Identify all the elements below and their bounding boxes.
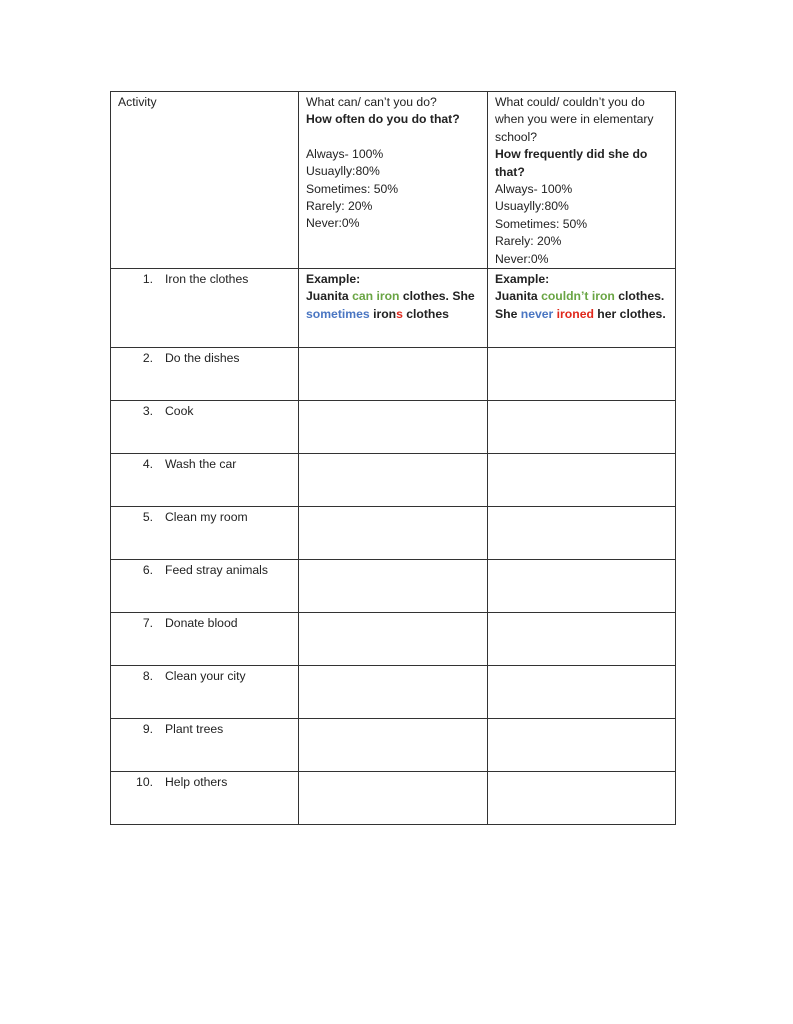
activity-cell [111,666,299,719]
table-row [111,613,676,666]
example-sentence: sometimes irons clothes [306,306,449,321]
answer-could-cell[interactable] [488,401,676,454]
activity-cell [111,454,299,507]
activity-number: 9. [142,722,153,737]
scale-item: Usuaylly:80% [495,199,569,214]
table-row [111,348,676,401]
activity-label: Feed stray animals [165,563,268,578]
activity-cell [111,772,299,825]
table-row [111,560,676,613]
header-could-cell [488,92,676,269]
activity-cell [111,348,299,401]
activity-number: 4. [142,457,153,472]
header-could-question: What could/ couldn’t you do [495,95,645,109]
activity-label: Cook [165,404,194,419]
table-row [111,269,676,348]
activity-label: Wash the car [165,457,237,472]
header-activity-cell [111,92,299,269]
answer-could-cell[interactable] [488,507,676,560]
answer-can-cell[interactable] [299,507,488,560]
header-can-cell [299,92,488,269]
answer-could-cell[interactable] [488,613,676,666]
example-sentence: Juanita couldn’t iron clothes. [495,289,665,304]
scale-item: Always- 100% [495,182,573,197]
example-label: Example: [306,272,361,287]
activity-label: Iron the clothes [165,272,249,287]
answer-could-cell[interactable] [488,719,676,772]
answer-can-cell[interactable] [299,560,488,613]
activity-cell [111,401,299,454]
activity-label: Do the dishes [165,351,240,366]
answer-could-cell[interactable] [488,666,676,719]
activity-number: 2. [142,351,153,366]
answer-can-cell[interactable] [299,348,488,401]
activity-cell [111,560,299,613]
header-how-frequently: that? [495,164,525,179]
table-row [111,454,676,507]
activity-number: 7. [142,616,153,631]
activity-cell [111,613,299,666]
header-can-question: What can/ can’t you do? [306,95,437,109]
activity-cell [111,719,299,772]
answer-can-cell[interactable] [299,719,488,772]
table-row [111,507,676,560]
header-could-question: school? [495,129,538,144]
example-could-cell [488,269,676,348]
header-could-question: when you were in elementary [495,112,654,127]
activity-label: Donate blood [165,616,238,631]
activity-cell [111,507,299,560]
example-sentence: She never ironed her clothes. [495,306,666,321]
activity-label: Plant trees [165,722,224,737]
scale-item: Usuaylly:80% [306,164,380,179]
activity-cell [111,269,299,348]
header-how-frequently: How frequently did she do [495,147,648,162]
answer-can-cell[interactable] [299,666,488,719]
header-activity: Activity [118,95,157,109]
scale-item: Always- 100% [306,146,384,161]
scale-item: Rarely: 20% [306,199,373,214]
answer-can-cell[interactable] [299,613,488,666]
activity-number: 1. [142,272,153,287]
scale-item: Sometimes: 50% [306,181,399,196]
example-can-cell [299,269,488,348]
activity-label: Help others [165,775,228,790]
scale-item: Sometimes: 50% [495,216,588,231]
answer-could-cell[interactable] [488,348,676,401]
activity-number: 10. [136,775,153,790]
scale-item: Rarely: 20% [495,234,562,249]
scale-item: Never:0% [306,216,360,231]
table-row [111,719,676,772]
activity-number: 5. [142,510,153,525]
example-sentence: Juanita can iron clothes. She [306,289,475,304]
activity-number: 8. [142,669,153,684]
activity-number: 3. [142,404,153,419]
activity-number: 6. [142,563,153,578]
header-row [111,92,676,269]
header-how-often: How often do you do that? [306,112,460,127]
scale-item: Never:0% [495,251,549,266]
answer-could-cell[interactable] [488,772,676,825]
activity-label: Clean your city [165,669,246,684]
answer-can-cell[interactable] [299,772,488,825]
table-row [111,401,676,454]
answer-can-cell[interactable] [299,401,488,454]
table-row [111,772,676,825]
table-row [111,666,676,719]
answer-could-cell[interactable] [488,560,676,613]
answer-could-cell[interactable] [488,454,676,507]
activity-label: Clean my room [165,510,248,525]
example-label: Example: [495,272,550,287]
answer-can-cell[interactable] [299,454,488,507]
activity-table [110,91,676,825]
